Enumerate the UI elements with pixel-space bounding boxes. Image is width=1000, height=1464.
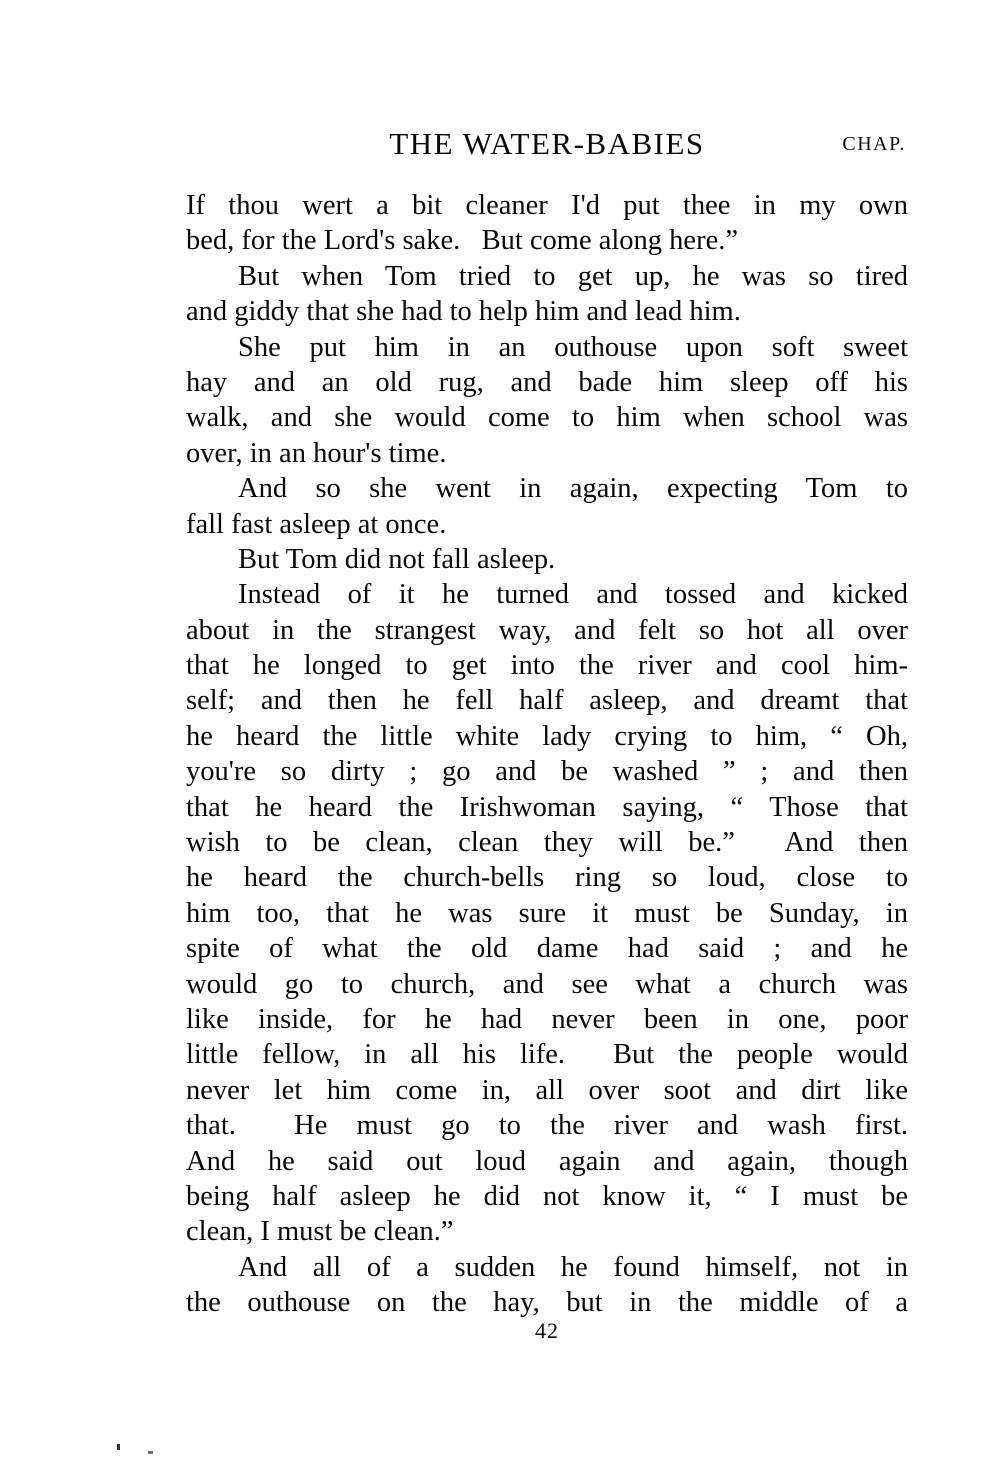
page-body xyxy=(186,188,908,1321)
text-line: over, in an hour's time. xyxy=(186,437,447,469)
text-line: he heard the little white lady crying to him, “ Oh, xyxy=(186,720,908,752)
text-line: bed, for the Lord's sake. But come along here.” xyxy=(186,225,738,257)
text-line: walk, and she would come to him when school was xyxy=(186,402,908,434)
text-line: And all of a sudden he found himself, not in xyxy=(238,1251,908,1283)
text-line: that he heard the Irishwoman saying, “ Those that xyxy=(186,791,908,823)
text-line: would go to church, and see what a church was xyxy=(186,968,908,1000)
page-header xyxy=(186,126,908,166)
text-line: wish to be clean, clean they will be.” And then xyxy=(186,827,908,859)
text-line: that he longed to get into the river and cool him- xyxy=(186,650,908,682)
text-line: And he said out loud again and again, though xyxy=(186,1145,908,1177)
scan-artifact-speck xyxy=(148,1451,153,1454)
text-line: If thou wert a bit cleaner I'd put thee in my own xyxy=(186,190,908,221)
text-line: the outhouse on the hay, but in the middle of a xyxy=(186,1287,908,1319)
text-line: Instead of it he turned and tossed and kicked xyxy=(238,579,908,611)
text-line: self; and then he fell half asleep, and dreamt that xyxy=(186,685,908,717)
text-line: And so she went in again, expecting Tom to xyxy=(238,473,908,505)
text-line: little fellow, in all his life. But the people would xyxy=(186,1039,908,1071)
text-line: She put him in an outhouse upon soft sweet xyxy=(238,331,908,363)
text-line: like inside, for he had never been in one, poor xyxy=(186,1003,908,1035)
text-line: hay and an old rug, and bade him sleep off his xyxy=(186,366,908,398)
running-chapter: CHAP. xyxy=(842,133,906,155)
text-line: But Tom did not fall asleep. xyxy=(238,543,556,575)
text-line: about in the strangest way, and felt so hot all over xyxy=(186,614,908,646)
text-line: clean, I must be clean.” xyxy=(186,1216,454,1248)
text-line: But when Tom tried to get up, he was so tired xyxy=(238,260,908,292)
text-line: that. He must go to the river and wash first. xyxy=(186,1110,908,1142)
text-line: spite of what the old dame had said ; and he xyxy=(186,933,908,965)
text-line: he heard the church-bells ring so loud, close to xyxy=(186,862,908,894)
text-line: and giddy that she had to help him and lead him. xyxy=(186,296,741,328)
text-line: you're so dirty ; go and be washed ” ; and then xyxy=(186,756,908,788)
text-line: him too, that he was sure it must be Sunday, in xyxy=(186,897,908,929)
page-number: 42 xyxy=(535,1318,559,1343)
text-line: never let him come in, all over soot and dirt like xyxy=(186,1074,908,1106)
scan-artifact-speck xyxy=(117,1444,120,1450)
running-title: THE WATER-BABIES xyxy=(389,126,705,161)
text-line: fall fast asleep at once. xyxy=(186,508,447,540)
text-line: being half asleep he did not know it, “ I must be xyxy=(186,1180,908,1212)
